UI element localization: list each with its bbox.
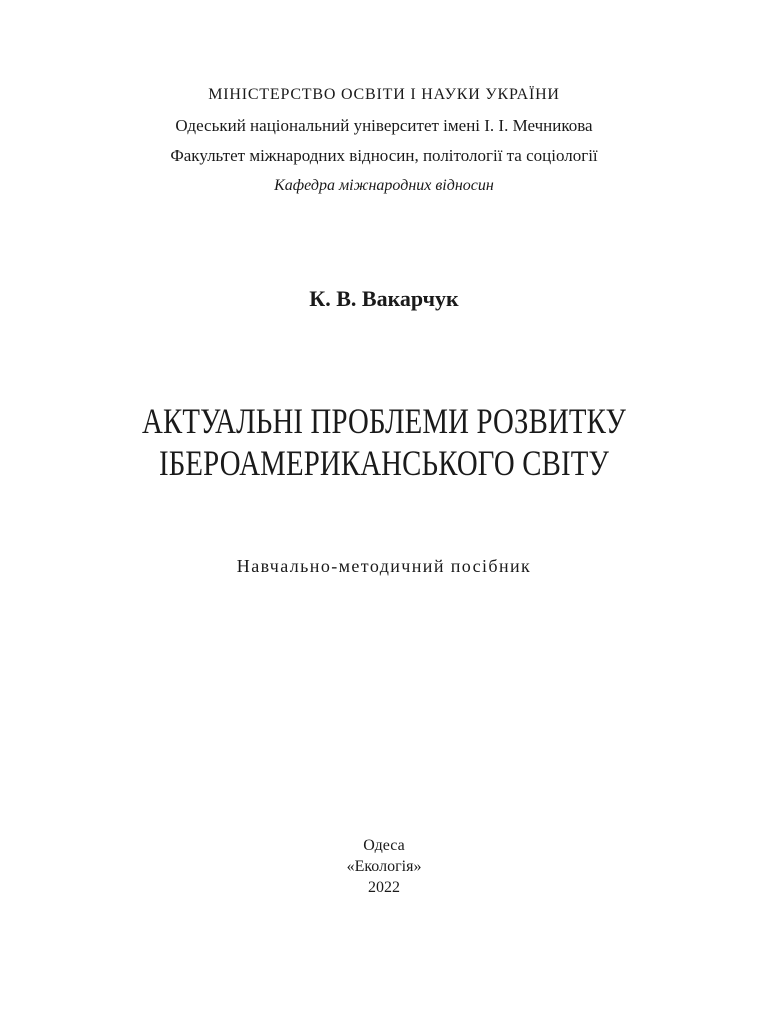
ministry-heading: МІНІСТЕРСТВО ОСВІТИ І НАУКИ УКРАЇНИ [208, 86, 560, 103]
imprint-city: Одеса [363, 837, 405, 854]
book-title [77, 400, 691, 484]
imprint-publisher: «Екологія» [346, 858, 422, 875]
book-title-line-2: ІБЕРОАМЕРИКАНСЬКОГО СВІТУ [158, 443, 610, 483]
faculty-name: Факультет міжнародних відносин, політології та соціології [170, 146, 598, 165]
imprint-year: 2022 [368, 879, 400, 896]
book-title-line-1: АКТУАЛЬНІ ПРОБЛЕМИ РОЗВИТКУ [141, 401, 626, 441]
author-name: К. В. Вакарчук [309, 286, 459, 311]
book-subtitle: Навчально-методичний посібник [236, 556, 532, 576]
department-name: Кафедра міжнародних відносин [274, 177, 494, 194]
imprint [0, 835, 768, 898]
university-name: Одеський національний університет імені І. І. Мечникова [175, 116, 593, 135]
